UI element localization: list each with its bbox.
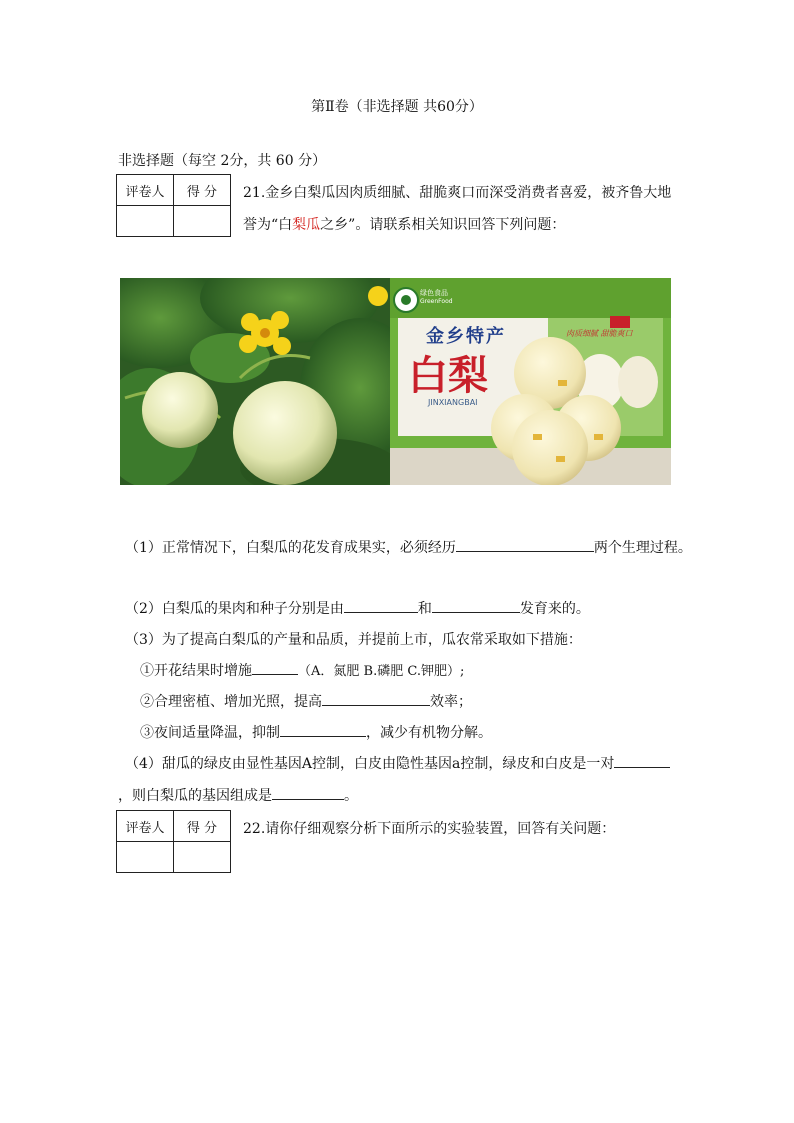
q21-line2-post: 之乡”。请联系相关知识回答下列问题： [320,217,566,233]
q4-answer-blank-2[interactable] [272,785,344,800]
question-3-1 [140,660,464,680]
q2-text-mid: 和 [417,601,432,617]
q1-text: （1）正常情况下，白梨瓜的花发育成果实，必须经历 [125,540,456,556]
box-slogan: 肉质细腻 甜脆爽口 [566,329,633,338]
question-3-2 [140,691,472,711]
q21-line2-pre: 誉为“白 [243,217,293,233]
q3-1-answer-blank[interactable] [252,660,298,675]
q4-text-end: 。 [344,788,358,804]
q4-text: （4）甜瓜的绿皮由显性基因A控制，白皮由隐性基因a控制，绿皮和白皮是一对 [125,756,615,772]
greenfood-label-cn: 绿色食品 [420,289,448,297]
box-pinyin: JINXIANGBAI [428,398,478,407]
q21-stem-line2 [243,214,565,234]
q21-stem-line1: 21.金乡白梨瓜因肉质细腻、甜脆爽口而深受消费者喜爱，被齐鲁大地 [243,185,672,201]
grader-cell[interactable] [117,842,174,873]
q3-1-text: ①开花结果时增施 [140,663,252,679]
score-header: 得 分 [174,175,231,206]
greenfood-label-en: GreenFood [420,298,453,305]
q3-2-answer-blank[interactable] [322,691,430,706]
q2-answer-blank-1[interactable] [344,598,418,613]
q2-answer-blank-2[interactable] [432,598,520,613]
q3-3-text: ③夜间适量降温，抑制 [140,725,280,741]
q1-answer-blank[interactable] [456,537,594,552]
grader-header: 评卷人 [117,175,174,206]
score-table-2 [116,810,231,873]
q3-3-answer-blank[interactable] [280,722,366,737]
score-cell[interactable] [174,842,231,873]
q3-3-text-end: ，减少有机物分解。 [366,725,492,741]
q1-text-end: 两个生理过程。 [593,540,692,556]
melon-box-photo [390,278,671,485]
box-brand: 金乡特产 [426,326,506,347]
question-1 [125,537,692,557]
melon-field-photo [120,278,390,485]
grader-cell[interactable] [117,206,174,237]
q3-2-text-end: 效率； [430,694,472,710]
q22-stem: 22.请你仔细观察分析下面所示的实验装置，回答有关问题： [243,821,616,837]
score-header: 得 分 [174,811,231,842]
q2-text-end: 发育来的。 [519,601,590,617]
grader-header: 评卷人 [117,811,174,842]
q2-text: （2）白梨瓜的果肉和种子分别是由 [125,601,344,617]
q3-1-options: （A．氮肥 B.磷肥 C.钾肥）; [298,664,465,679]
question-3-3 [140,722,492,742]
q3-2-text: ②合理密植、增加光照，提高 [140,694,322,710]
question-4-line1 [125,753,670,773]
q21-highlight: 梨瓜 [292,217,321,233]
page-title: 第Ⅱ卷（非选择题 共60分） [311,99,483,115]
score-cell[interactable] [174,206,231,237]
q4-answer-blank-1[interactable] [614,753,670,768]
q4-text-2: ，则白梨瓜的基因组成是 [118,788,272,804]
question-2 [125,598,590,618]
question-4-line2 [118,785,358,805]
question-3: （3）为了提高白梨瓜的产量和品质，并提前上市，瓜农常采取如下措施： [125,632,582,648]
section-heading: 非选择题（每空 2分，共 60 分） [118,153,327,169]
score-table-1 [116,174,231,237]
box-product-name: 白梨 [408,352,488,399]
